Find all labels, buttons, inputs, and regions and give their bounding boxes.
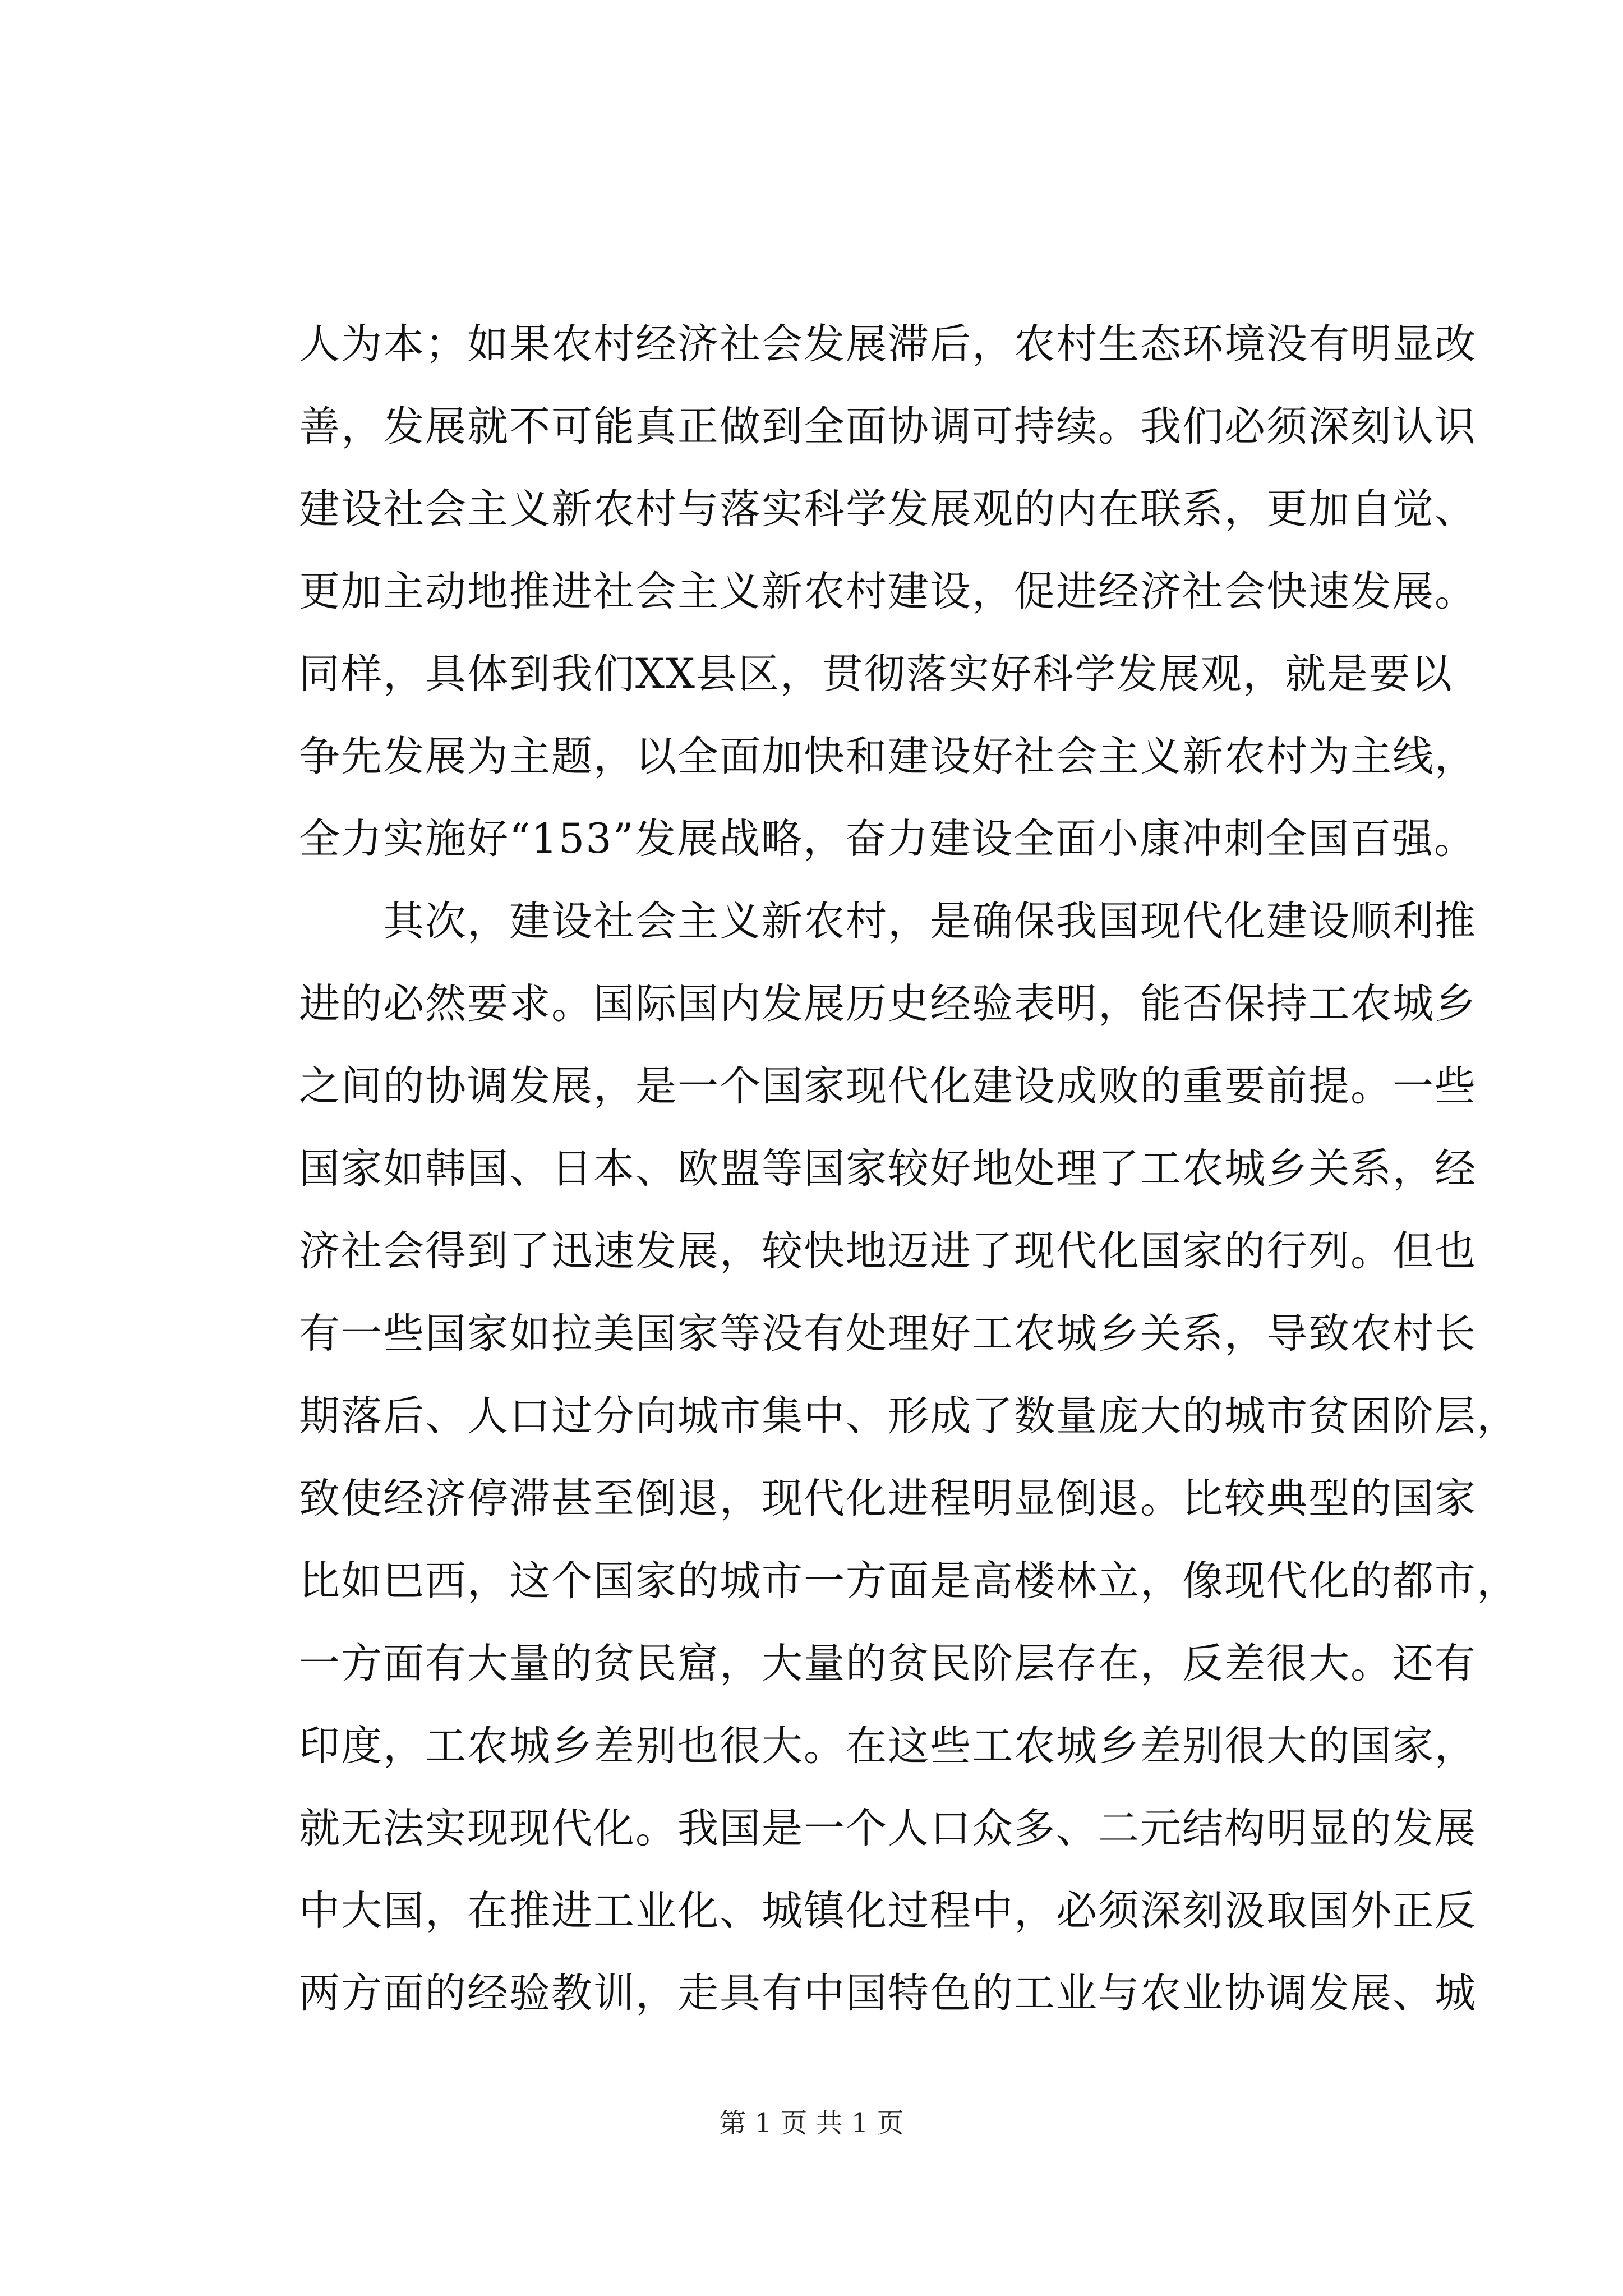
text-line: 建设社会主义新农村与落实科学发展观的内在联系，更加自觉、 (299, 485, 1477, 533)
text-line: 两方面的经验教训，走具有中国特色的工业与农业协调发展、城 (299, 1970, 1477, 2017)
text-line: 善，发展就不可能真正做到全面协调可持续。我们必须深刻认识 (299, 403, 1477, 450)
text-line: 其次，建设社会主义新农村，是确保我国现代化建设顺利推 (383, 898, 1477, 945)
text-line: 济社会得到了迅速发展，较快地迈进了现代化国家的行列。但也 (299, 1227, 1477, 1275)
body-text (299, 303, 1519, 2035)
text-line: 全力实施好“153”发展战略，奋力建设全面小康冲刺全国百强。 (299, 815, 1476, 863)
page-number-label: 第 1 页 共 1 页 (719, 2108, 904, 2139)
text-line: 争先发展为主题，以全面加快和建设好社会主义新农村为主线， (299, 733, 1477, 780)
text-line: 期落后、人口过分向城市集中、形成了数量庞大的城市贫困阶层， (299, 1392, 1519, 1440)
text-line: 进的必然要求。国际国内发展历史经验表明，能否保持工农城乡 (299, 980, 1477, 1028)
text-line: 中大国，在推进工业化、城镇化过程中，必须深刻汲取国外正反 (299, 1887, 1477, 1935)
text-line: 国家如韩国、日本、欧盟等国家较好地处理了工农城乡关系，经 (299, 1145, 1477, 1193)
text-line: 致使经济停滞甚至倒退，现代化进程明显倒退。比较典型的国家 (299, 1475, 1477, 1522)
text-line: 之间的协调发展，是一个国家现代化建设成败的重要前提。一些 (299, 1062, 1477, 1110)
text-line: 就无法实现现代化。我国是一个人口众多、二元结构明显的发展 (299, 1805, 1477, 1852)
text-line: 人为本；如果农村经济社会发展滞后，农村生态环境没有明显改 (299, 320, 1477, 368)
text-line: 一方面有大量的贫民窟，大量的贫民阶层存在，反差很大。还有 (299, 1640, 1477, 1687)
text-line: 印度，工农城乡差别也很大。在这些工农城乡差别很大的国家， (299, 1722, 1477, 1770)
text-line: 更加主动地推进社会主义新农村建设，促进经济社会快速发展。 (299, 568, 1477, 615)
paragraph-2 (299, 880, 1519, 2035)
text-line: 有一些国家如拉美国家等没有处理好工农城乡关系，导致农村长 (299, 1310, 1477, 1358)
paragraph-1 (299, 303, 1477, 880)
text-line: 同样，具体到我们XX县区，贯彻落实好科学发展观，就是要以 (299, 650, 1453, 698)
text-line: 比如巴西，这个国家的城市一方面是高楼林立，像现代化的都市， (299, 1557, 1519, 1605)
page-footer (0, 2106, 1623, 2140)
